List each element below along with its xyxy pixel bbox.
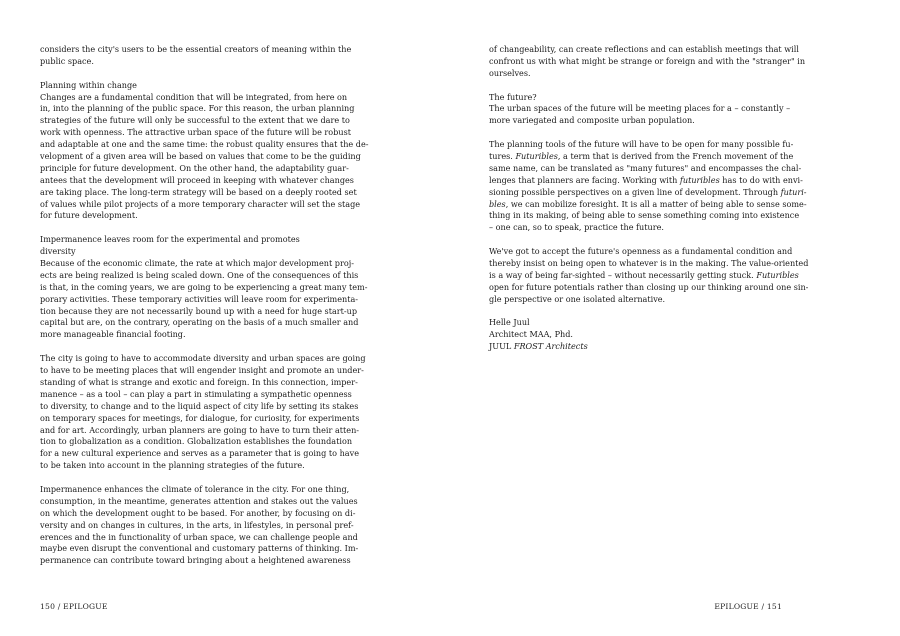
section [40,79,369,223]
text-line: on which the development ought to be based. For another, by focusing on di- [40,507,356,518]
text-line: Impermanence enhances the climate of tolerance in the city. For one thing, [40,483,350,494]
section-heading: The future? [489,91,537,102]
text-line: standing of what is strange and exotic and foreign. In this connection, imper- [40,376,358,387]
text-line: to be taken into account in the planning strategies of the future. [40,460,305,471]
text-line: The planning tools of the future will have to be open for many possible fu- [489,139,794,150]
right-page-footer: EPILOGUE / 151 [714,602,782,611]
text-line: – one can, so to speak, practice the future. [489,222,664,233]
text-line: Architect MAA, Phd. [489,329,573,340]
text-line: consumption, in the meantime, generates attention and stakes out the values [40,495,358,506]
text-line: The urban spaces of the future will be meeting places for a – constantly – [489,103,791,114]
paragraph [489,139,807,234]
text-line: in, into the planning of the public space. For this reason, the urban planning [40,103,355,114]
paragraph-spacer [40,472,332,484]
text-line: lenges that planners are facing. Working with futuribles has to do with envi- [489,174,803,185]
text-line: principle for future development. On the other hand, the adaptability guar- [40,162,349,173]
text-line: is a way of being far-sighted – without necessarily getting stuck. Futuribles [489,269,799,280]
text-line: and for art. Accordingly, urban planners are going to have to turn their atten- [40,424,360,435]
paragraph-spacer [489,234,781,246]
text-line: and adaptable at one and the same time: the robust quality ensures that the de- [40,139,369,150]
section-heading: diversity [40,246,76,257]
section-heading: Planning within change [40,79,137,90]
text-line: for a new cultural experience and serves as a parameter that is going to have [40,448,359,459]
section-heading: Impermanence leaves room for the experimental and promotes [40,234,300,245]
paragraph [40,483,359,567]
text-line: antees that the development will proceed in keeping with whatever changes [40,174,354,185]
text-line: velopment of a given area will be based on values that come to be the guiding [40,151,361,162]
paragraph-spacer [40,222,332,234]
text-line: We've got to accept the future's openness as a fundamental condition and [489,246,793,257]
text-line: thereby insist on being open to whatever is in the making. The value-oriented [489,258,809,269]
text-line: more variegated and composite urban population. [489,115,695,126]
section [489,91,791,128]
text-line: porary activities. These temporary activities will leave room for experimenta- [40,293,359,304]
left-page-footer: 150 / EPILOGUE [40,602,108,611]
left-text-column [40,44,369,567]
text-line: gle perspective or one isolated alternative. [489,293,666,304]
text-line: sioning possible perspectives on a given line of development. Through futuri- [489,186,807,197]
text-line: thing in its making, of being able to sense something coming into existence [489,210,800,221]
text-line: tion to globalization as a condition. Globalization establishes the foundation [40,436,353,447]
paragraph-spacer [489,306,781,318]
text-line: of values while pilot projects of a more temporary character will set the stage [40,198,361,209]
right-page [450,0,900,636]
author-signature [489,317,781,353]
text-line: maybe even disrupt the conventional and customary patterns of thinking. Im- [40,543,359,554]
italic-term: futuri- [780,186,807,197]
section [40,234,368,341]
text-line: of changeability, can create reflections and can establish meetings that will [489,44,799,54]
text-line: ects are being realized is being scaled down. One of the consequences of this [40,269,359,280]
text-line: same name, can be translated as "many futures" and encompasses the chal- [489,162,802,173]
text-line: Because of the economic climate, the rate at which major development proj- [40,258,354,269]
text-line: public space. [40,55,94,66]
text-line: considers the city's users to be the essential creators of meaning within the [40,44,352,54]
text-line: bles, we can mobilize foresight. It is all a matter of being able to sense some- [489,198,807,209]
paragraph-spacer [40,68,332,80]
text-line: is that, in the coming years, we are going to be experiencing a great many tem- [40,281,368,292]
text-line: are taking place. The long-term strategy will be based on a deeply rooted set [40,186,357,197]
text-line: Helle Juul [489,317,530,328]
text-line: permanence can contribute toward bringing about a heightened awareness [40,555,351,566]
text-line: tion because they are not necessarily bound up with a need for huge start-up [40,305,358,316]
text-line: on temporary spaces for meetings, for dialogue, for curiosity, for experiments [40,412,360,423]
text-line: more manageable financial footing. [40,329,186,340]
italic-term: Futuribles [515,151,558,162]
italic-term: FROST Architects [513,341,588,352]
text-line: tures. Futuribles, a term that is derived from the French movement of the [489,151,794,162]
text-line: to diversity, to change and to the liquid aspect of city life by setting its stakes [40,400,359,411]
paragraph [40,44,352,68]
italic-term: futuribles [679,174,720,185]
text-line: to have to be meeting places that will engender insight and promote an under- [40,365,364,376]
text-line: capital but are, on the contrary, operating on the basis of a much smaller and [40,317,359,328]
paragraph [489,44,806,80]
text-line: The city is going to have to accommodate diversity and urban spaces are going [40,353,366,364]
text-line: work with openness. The attractive urban space of the future will be robust [40,127,351,138]
text-line: confront us with what might be strange or foreign and with the "stranger" in [489,55,806,66]
text-line: ourselves. [489,67,531,78]
text-line: JUUL FROST Architects [489,341,588,352]
italic-term: Futuribles [756,269,799,280]
right-text-column [489,44,809,353]
paragraph-spacer [40,341,332,353]
paragraph [40,353,366,472]
paragraph-spacer [489,80,781,92]
paragraph [489,246,809,305]
text-line: open for future potentials rather than closing up our thinking around one sin- [489,281,809,292]
paragraph-spacer [489,127,781,139]
text-line: erences and the in functionality of urban space, we can challenge people and [40,531,358,542]
text-line: versity and on changes in cultures, in the arts, in lifestyles, in personal pref- [40,519,354,530]
text-line: for future development. [40,210,138,221]
text-line: manence – as a tool – can play a part in stimulating a sympathetic openness [40,388,352,399]
italic-term: bles [489,198,506,209]
text-line: strategies of the future will only be successful to the extent that we dare to [40,115,350,126]
text-line: Changes are a fundamental condition that will be integrated, from here on [40,91,348,102]
